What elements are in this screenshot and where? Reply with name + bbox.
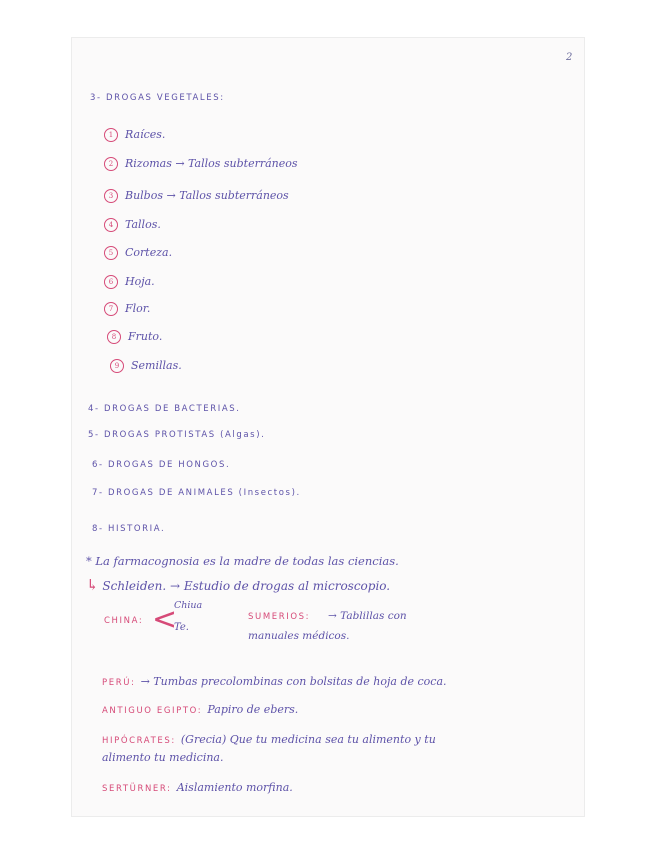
- sumerios-text: → Tablillas con: [328, 610, 407, 622]
- egipto-text: Papiro de ebers.: [207, 703, 299, 716]
- note-serturner: [102, 776, 293, 795]
- china-label: CHINA:: [104, 616, 144, 626]
- list-item: 2 Rizomas → Tallos subterráneos: [104, 157, 298, 171]
- list-item: 7 Flor.: [104, 302, 150, 316]
- page-number: 2: [566, 52, 573, 63]
- section-4-title: 4- DROGAS DE BACTERIAS.: [88, 404, 241, 414]
- list-item: 8 Fruto.: [107, 330, 162, 344]
- sumerios-label: SUMERIOS:: [248, 612, 311, 622]
- list-item: 9 Semillas.: [110, 359, 182, 373]
- serturner-text: Aislamiento morfina.: [176, 781, 293, 794]
- hipocrates-label: HIPÓCRATES:: [102, 736, 176, 746]
- list-item: 5 Corteza.: [104, 246, 172, 260]
- peru-text: → Tumbas precolombinas con bolsitas de hoja de coca.: [140, 675, 447, 688]
- note-egipto: [102, 698, 298, 717]
- list-item: 6 Hoja.: [104, 275, 155, 289]
- list-item: 3 Bulbos → Tallos subterráneos: [104, 189, 289, 203]
- china-item: Te.: [174, 622, 189, 633]
- china-item: Chiua: [174, 600, 203, 611]
- note-pharmacognosy: * La farmacognosia es la madre de todas las ciencias.: [86, 554, 399, 568]
- serturner-label: SERTÜRNER:: [102, 784, 172, 794]
- egipto-label: ANTIGUO EGIPTO:: [102, 706, 203, 716]
- schleiden-text: → Estudio de drogas al microscopio.: [170, 579, 391, 593]
- list-item: 4 Tallos.: [104, 218, 161, 232]
- return-arrow-icon: ↳: [86, 576, 99, 594]
- hipocrates-text: (Grecia) Que tu medicina sea tu alimento y tu: [180, 733, 436, 746]
- note-schleiden: [86, 576, 390, 594]
- notebook-page: [72, 38, 584, 816]
- note-peru: [102, 670, 447, 689]
- section-8-title: 8- HISTORIA.: [92, 524, 166, 534]
- section-5-title: 5- DROGAS PROTISTAS (Algas).: [88, 430, 266, 440]
- hipocrates-text: alimento tu medicina.: [102, 751, 224, 764]
- section-3-title: 3- DROGAS VEGETALES:: [90, 93, 225, 103]
- note-hipocrates: [102, 728, 436, 747]
- peru-label: PERÚ:: [102, 678, 136, 688]
- sumerios-text: manuales médicos.: [248, 630, 350, 642]
- section-7-title: 7- DROGAS DE ANIMALES (Insectos).: [92, 488, 301, 498]
- list-item: 1 Raíces.: [104, 128, 165, 142]
- section-6-title: 6- DROGAS DE HONGOS.: [92, 460, 231, 470]
- brace-icon: <: [152, 602, 178, 637]
- schleiden-name: Schleiden.: [102, 579, 167, 593]
